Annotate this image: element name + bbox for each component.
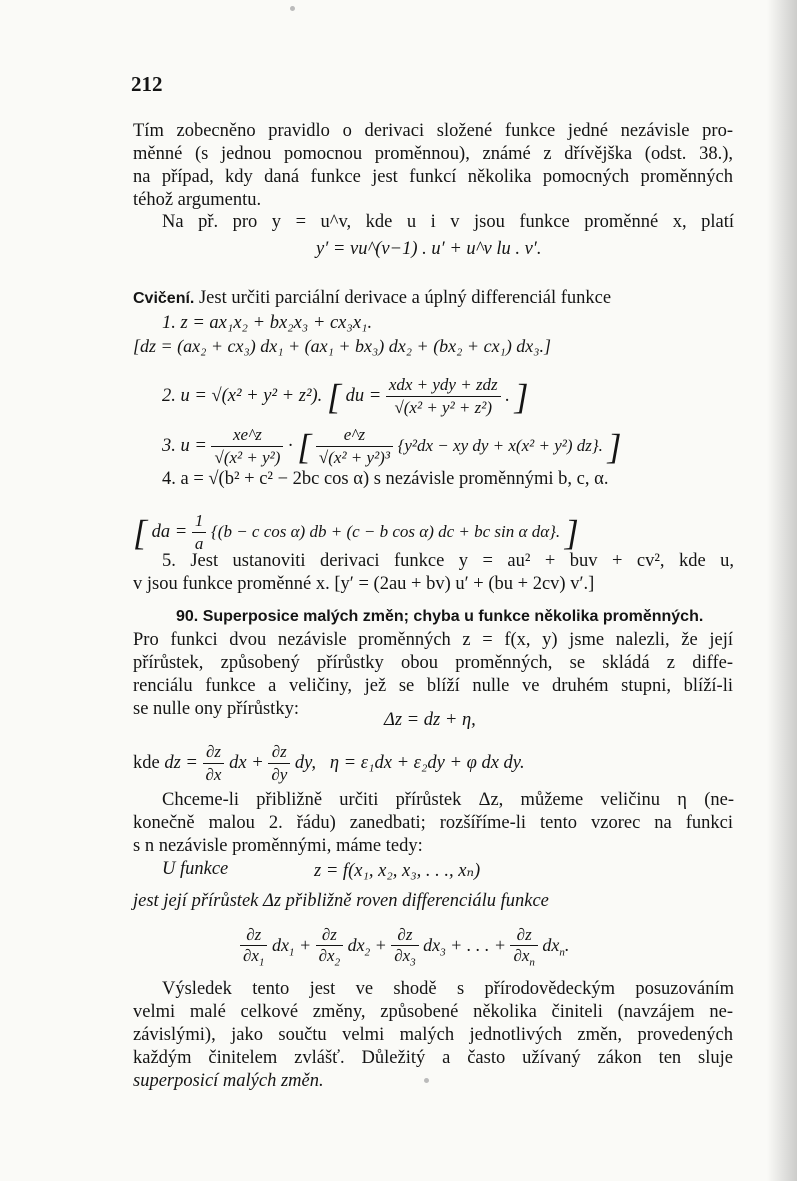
fraction-denominator: ∂y	[271, 765, 288, 784]
page-edge-shadow	[767, 0, 797, 1181]
dxn-term: $dx_n$.	[542, 934, 570, 959]
exercise-3-left: 3. u =	[162, 435, 207, 456]
fraction-numerator: ∂z	[316, 925, 343, 946]
exercise-5-line-2: v jsou funkce proměnné x. [y′ = (2au + bv) u′ + (bu + 2cv) v′.]	[133, 574, 595, 594]
dx1-term: $dx_1$ +	[271, 934, 312, 959]
total-differential-formula	[240, 925, 569, 968]
equation-delta-z: Δz = dz + η,	[384, 710, 476, 730]
intro-formula: y′ = vu^(v−1) . u′ + u^v lu . v′.	[316, 239, 542, 259]
fraction-denominator: $\partial x_n$	[513, 946, 535, 969]
intro-line-4: téhož argumentu.	[133, 190, 262, 210]
left-bracket: [	[133, 512, 148, 553]
exercise-4-answer-tail: {(b − c cos α) db + (c − b cos α) dc + bc sin α dα}.	[211, 521, 561, 541]
exercise-3-denominator: √(x² + y²)	[214, 448, 281, 467]
fraction-denominator: $\partial x_3$	[394, 946, 416, 969]
exercise-2-numerator: xdx + ydy + zdz	[386, 374, 501, 397]
page-number: 212	[131, 72, 163, 96]
section-90-p2-line-2: konečně malou 2. řádu) zanedbati; rozšíříme-li tento vzorec na funkci	[133, 813, 733, 833]
fraction-numerator: ∂z	[391, 925, 418, 946]
exercises-heading-line	[133, 287, 611, 310]
exercise-3-numerator: xe^z	[211, 424, 283, 447]
dx3-term: $dx_3$ + . . . +	[423, 934, 506, 959]
exercise-4-answer-left: da =	[151, 521, 188, 542]
exercise-1-answer: [dz = (ax₂ + cx₃) dx₁ + (ax₁ + bx₃) dx₂ + (bx₂ + cx₁) dx₃.]	[133, 336, 552, 356]
exercise-2	[162, 374, 529, 419]
dx2-term: $dx_2$ +	[347, 934, 387, 959]
right-bracket: ]	[607, 426, 622, 467]
dot-operator: ·	[288, 435, 293, 456]
exercise-5-line-1: 5. Jest ustanoviti derivaci funkce y = au² + buv + cv², kde u,	[162, 551, 734, 571]
right-bracket: ]	[564, 512, 579, 553]
kde-word: kde	[133, 752, 160, 773]
fraction-denominator: $\partial x_1$	[243, 946, 265, 969]
section-90-p3-line-1: Výsledek tento jest ve shodě s přírodovědeckým posuzováním	[162, 979, 734, 999]
partial-z-y-fraction	[268, 741, 290, 786]
fraction-denominator: $\partial x_2$	[318, 946, 341, 969]
exercise-3-tail: {y²dx − xy dy + x(x² + y²) dz}.	[397, 435, 603, 455]
exercise-1: 1. z = ax₁x₂ + bx₂x₃ + cx₃x₁.	[162, 313, 373, 333]
fraction-numerator: ∂z	[240, 925, 267, 946]
speck-mark	[290, 6, 295, 11]
section-90-p3-line-3: závislými), jako součtu velmi malých jednotlivých změn, provedených	[133, 1025, 733, 1045]
period-mark: .	[505, 385, 510, 406]
section-90-p1-line-1: Pro funkci dvou nezávisle proměnných z = f(x, y) jsme nalezli, že její	[133, 630, 733, 650]
eta-expression: η = ε₁dx + ε₂dy + φ dx dy.	[329, 752, 525, 773]
differential-du: du =	[345, 385, 382, 406]
intro-line-1: Tím zobecněno pravidlo o derivaci složené funkce jedné nezávisle pro-	[133, 121, 733, 141]
intro-line-5: Na př. pro y = u^v, kde u i v jsou funkce proměnné x, platí	[162, 212, 734, 232]
fraction-numerator: 1	[192, 510, 207, 533]
theorem-line-1: U funkce	[162, 859, 229, 879]
intro-line-3: na případ, kdy daná funkce jest funkcí několika pomocných proměnných	[133, 167, 733, 187]
section-90-p3-line-5: superposicí malých změn.	[133, 1071, 324, 1091]
exercise-3-fraction	[211, 424, 283, 469]
exercise-3-derivative-numerator: e^z	[316, 424, 393, 447]
right-bracket: ]	[514, 376, 529, 417]
partial-z-x3-fraction	[391, 925, 418, 968]
partial-z-xn-fraction	[510, 925, 537, 968]
speck-mark	[424, 1078, 429, 1083]
left-bracket: [	[297, 426, 312, 467]
dx-plus: dx +	[229, 752, 264, 773]
left-bracket: [	[326, 376, 341, 417]
dy-term: dy,	[294, 752, 326, 773]
exercise-3-derivative-denominator: √(x² + y²)³	[318, 448, 390, 467]
exercise-4: 4. a = √(b² + c² − 2bc cos α) s nezávisle proměnnými b, c, α.	[162, 469, 609, 489]
section-90-p1-line-4: se nulle ony přírůstky:	[133, 699, 299, 719]
section-90-p2-line-1: Chceme-li přibližně určiti přírůstek Δz, můžeme veličinu η (ne-	[162, 790, 734, 810]
partial-z-x-fraction	[203, 741, 225, 786]
section-90-heading: 90. Superposice malých změn; chyba u funkce několika proměnných.	[176, 608, 704, 625]
intro-line-2: měnné (s jednou pomocnou proměnnou), známé z dřívějška (odst. 38.),	[133, 144, 733, 164]
theorem-formula: z = f(x₁, x₂, x₃, . . ., xₙ)	[314, 861, 481, 881]
exercises-heading: Cvičení.	[133, 290, 195, 307]
fraction-denominator: a	[194, 534, 204, 553]
exercise-3	[162, 424, 622, 469]
one-half-fraction	[192, 510, 207, 555]
exercise-4-answer	[133, 510, 579, 555]
dz-equals: dz =	[164, 752, 198, 773]
partial-z-x1-fraction	[240, 925, 267, 968]
theorem-line-2: jest její přírůstek Δz přibližně roven differenciálu funkce	[133, 891, 549, 911]
section-90-p1-line-2: přírůstek, způsobený přírůstky obou proměnných, se skládá z diffe-	[133, 653, 733, 673]
exercise-2-denominator: √(x² + y² + z²)	[394, 398, 493, 417]
fraction-numerator: ∂z	[203, 741, 225, 764]
section-90-p2-line-3: s n nezávisle proměnnými, máme tedy:	[133, 836, 423, 856]
exercise-2-expression: 2. u = √(x² + y² + z²).	[162, 385, 323, 406]
fraction-numerator: ∂z	[510, 925, 537, 946]
section-90-p3-line-2: velmi malé celkové změny, způsobené několika činiteli (navzájem ne-	[133, 1002, 733, 1022]
fraction-numerator: ∂z	[268, 741, 290, 764]
section-90-p1-line-3: renciálu funkce a veličiny, jež se blíží nulle ve druhém stupni, blíží-li	[133, 676, 733, 696]
partial-z-x2-fraction	[316, 925, 343, 968]
exercise-3-derivative-fraction	[316, 424, 393, 469]
exercises-intro: Jest určiti parciální derivace a úplný differenciál funkce	[198, 288, 612, 308]
equation-dz-line	[133, 741, 525, 786]
section-90-p3-line-4: každým činitelem zvlášť. Důležitý a často užívaný zákon ten sluje	[133, 1048, 733, 1068]
exercise-2-fraction	[386, 374, 501, 419]
fraction-denominator: ∂x	[205, 765, 222, 784]
